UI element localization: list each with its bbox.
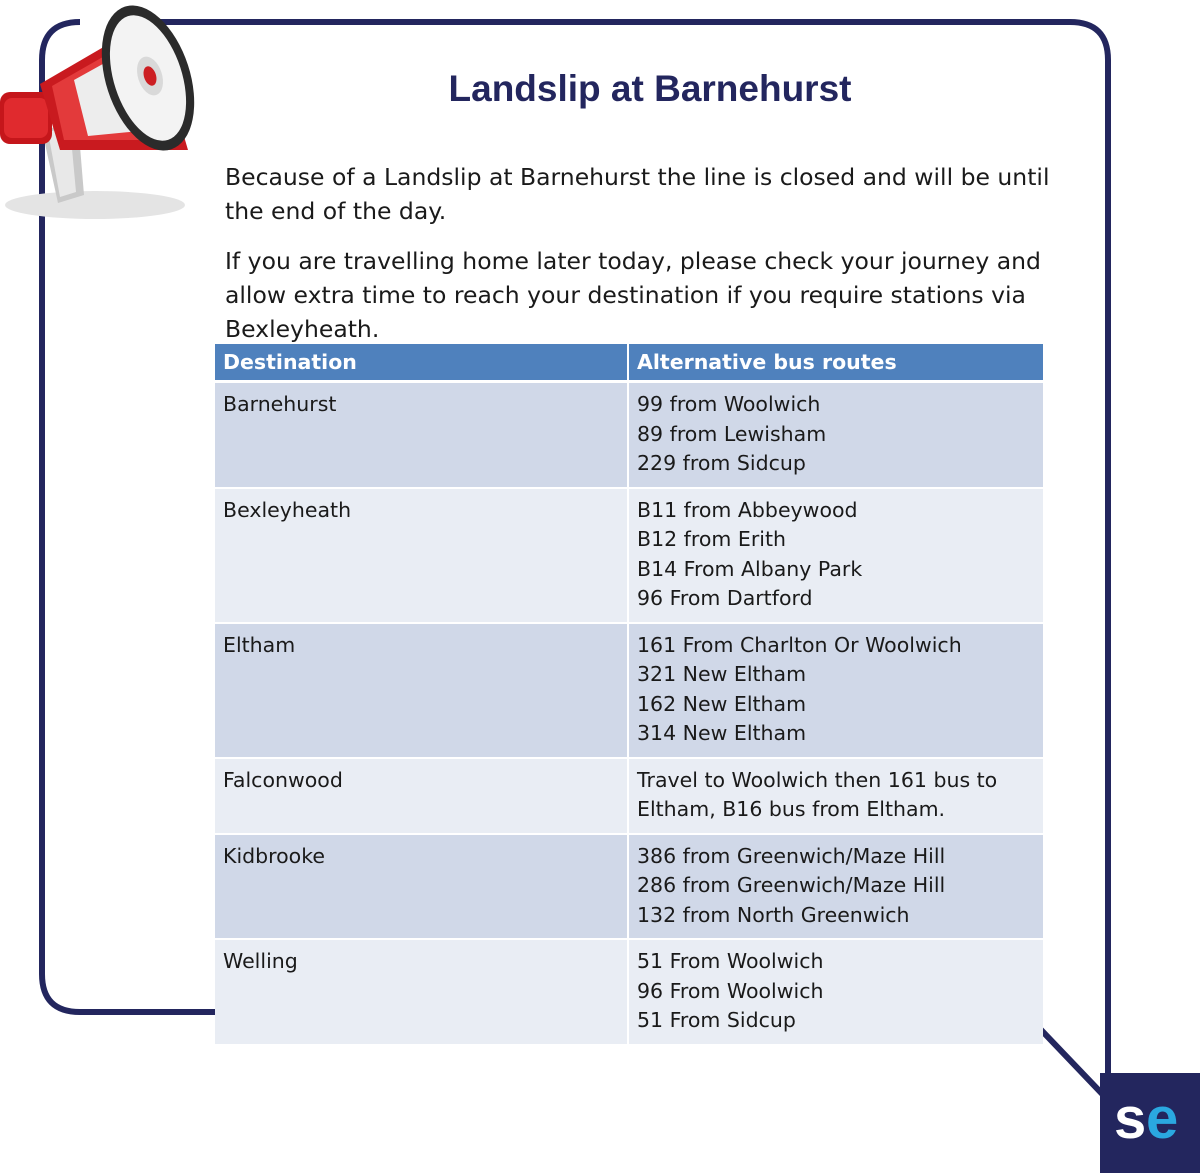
destination-cell: Eltham xyxy=(215,623,628,758)
destination-cell: Kidbrooke xyxy=(215,834,628,940)
logo-letter-e: e xyxy=(1146,1086,1179,1151)
routes-cell xyxy=(628,488,1043,623)
route-line: 96 From Woolwich xyxy=(637,978,824,1003)
table-header-row xyxy=(215,344,1043,382)
route-line: 162 New Eltham xyxy=(637,691,807,716)
header-destination: Destination xyxy=(215,344,628,382)
route-line: 286 from Greenwich/Maze Hill xyxy=(637,873,946,897)
route-line: B11 from Abbeywood xyxy=(637,497,858,522)
route-line: 99 from Woolwich xyxy=(637,392,821,416)
table-row xyxy=(215,382,1043,488)
logo-letter-s: s xyxy=(1114,1086,1147,1151)
table-row xyxy=(215,623,1043,758)
destination-cell: Welling xyxy=(215,939,628,1045)
route-line: 386 from Greenwich/Maze Hill xyxy=(637,843,946,868)
route-line: B14 From Albany Park xyxy=(637,556,863,581)
route-line: 161 From Charlton Or Woolwich xyxy=(637,632,962,657)
routes-cell xyxy=(628,382,1043,488)
route-line: 321 New Eltham xyxy=(637,662,807,686)
route-line: Travel to Woolwich then 161 bus to xyxy=(637,767,998,792)
route-line: 314 New Eltham xyxy=(637,721,807,745)
routes-cell xyxy=(628,834,1043,940)
route-line: 89 from Lewisham xyxy=(637,421,827,446)
route-line: B12 from Erith xyxy=(637,527,786,551)
table-row xyxy=(215,488,1043,623)
route-line: 132 from North Greenwich xyxy=(637,902,910,927)
route-line: Eltham, B16 bus from Eltham. xyxy=(637,797,946,821)
megaphone-icon xyxy=(0,0,215,230)
notice-paragraph-advice: If you are travelling home later today, please check your journey and allow extra time to reach your destination if you require stations via Bexleyheath. xyxy=(225,247,1041,343)
table-row xyxy=(215,758,1043,834)
route-line: 51 From Woolwich xyxy=(637,949,824,973)
route-line: 96 From Dartford xyxy=(637,586,813,610)
table-row xyxy=(215,834,1043,940)
destination-cell: Bexleyheath xyxy=(215,488,628,623)
bus-routes-table xyxy=(215,344,1043,1046)
header-alternative-bus-routes: Alternative bus routes xyxy=(628,344,1043,382)
route-line: 229 from Sidcup xyxy=(637,451,806,475)
routes-cell xyxy=(628,758,1043,834)
table-row xyxy=(215,939,1043,1045)
destination-cell: Falconwood xyxy=(215,758,628,834)
southeastern-logo xyxy=(1100,1073,1200,1173)
destination-cell: Barnehurst xyxy=(215,382,628,488)
route-line: 51 From Sidcup xyxy=(637,1008,796,1032)
notice-paragraph-closure: Because of a Landslip at Barnehurst the line is closed and will be until the end of the day. xyxy=(225,163,1050,225)
routes-cell xyxy=(628,939,1043,1045)
notice-title: Landslip at Barnehurst xyxy=(448,68,852,109)
routes-cell xyxy=(628,623,1043,758)
